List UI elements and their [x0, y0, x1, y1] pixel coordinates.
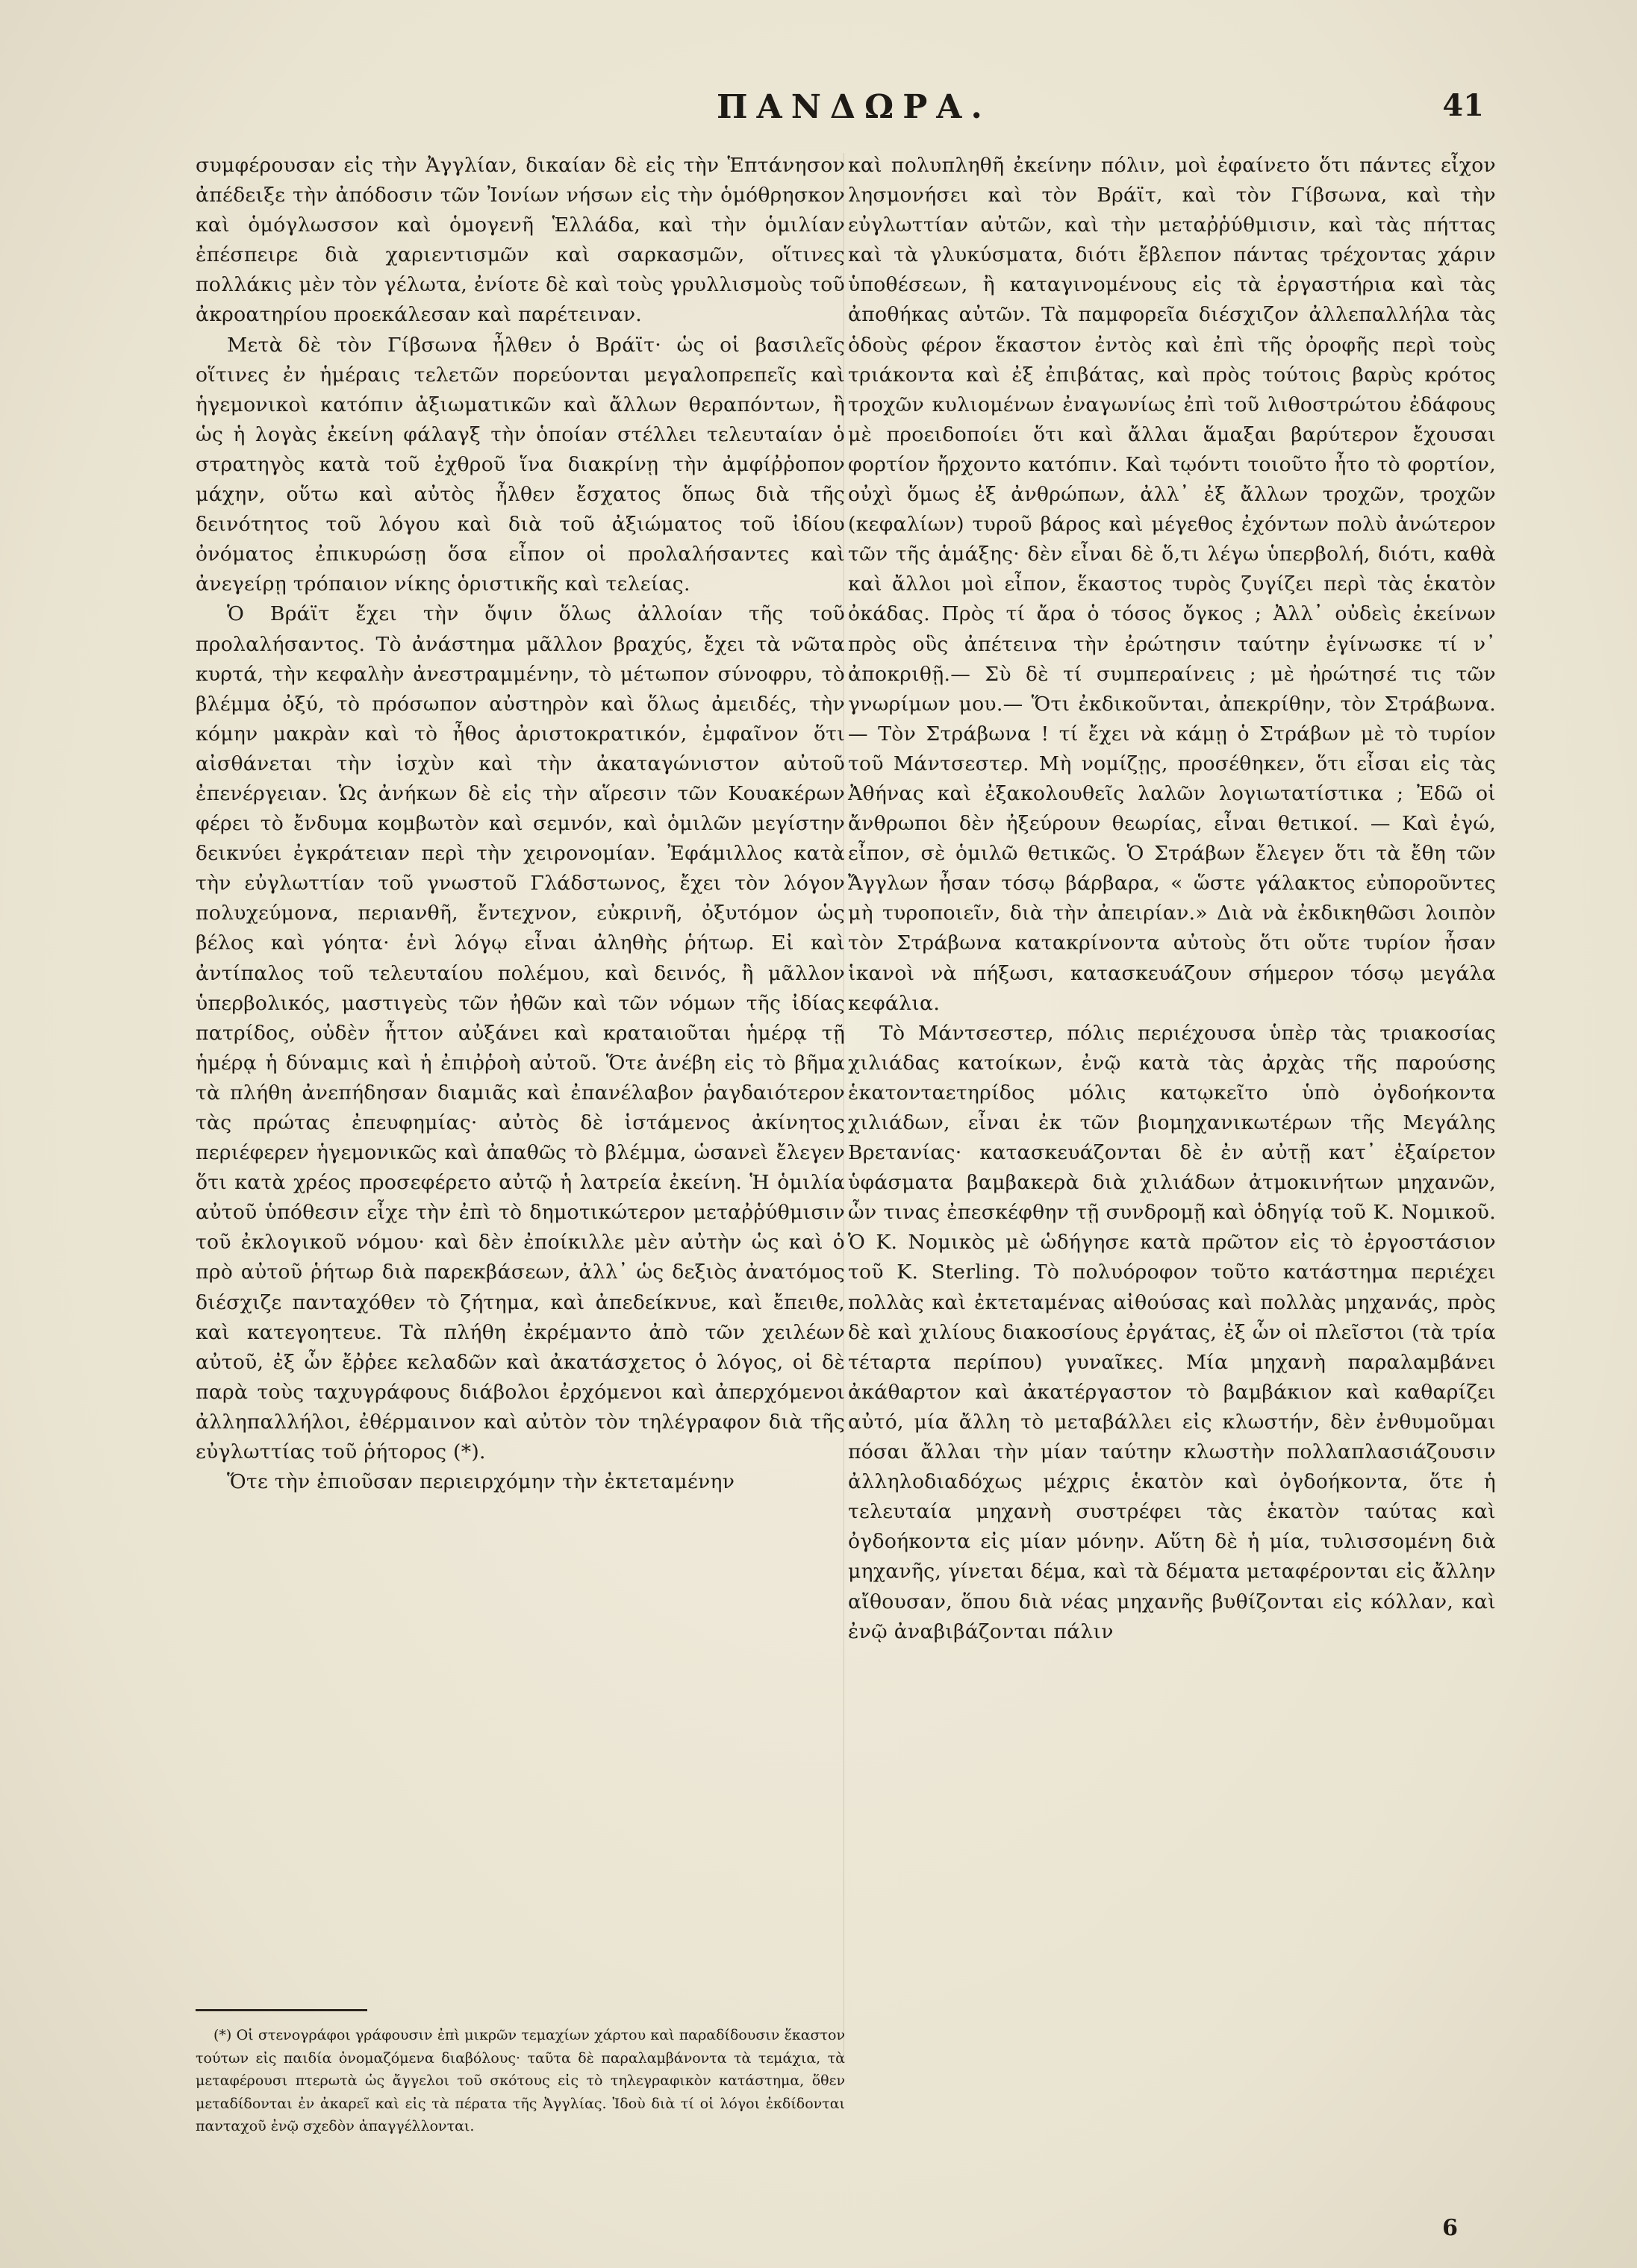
- paragraph: συμφέρουσαν εἰς τὴν Ἀγγλίαν, δικαίαν δὲ εἰς τὴν Ἑπτάνησον ἀπέδειξε τὴν ἀπόδοσιν τῶν Ἰονίων νήσων εἰς τὴν ὁμόθρησκον καὶ ὁμόγλωσσον καὶ ὁμογενῆ Ἑλλάδα, καὶ τὴν ὁμιλίαν ἐπέσπειρε διὰ χαριεντισμῶν καὶ σαρκασμῶν, οἵτινες πολλάκις μὲν τὸν γέλωτα, ἐνίοτε δὲ καὶ τοὺς γρυλλισμοὺς τοῦ ἀκροατηρίου προεκάλεσαν καὶ παρέτειναν.: [196, 154, 845, 327]
- signature-mark: 6: [1442, 2215, 1458, 2241]
- paragraph: Ὁ Βράϊτ ἔχει τὴν ὄψιν ὅλως ἀλλοίαν τῆς τοῦ προλαλήσαντος. Τὸ ἀνάστημα μᾶλλον βραχύς, ἔχει τὰ νῶτα κυρτά, τὴν κεφαλὴν ἀνεστραμμένην, τὸ μέτωπον σύνοφρυ, τὸ βλέμμα ὀξύ, τὸ πρόσωπον αὐστηρὸν καὶ ὅλως ἀμειδές, τὴν κόμην μακρὰν καὶ τὸ ἦθος ἀριστοκρατικόν, ἐμφαῖνον ὅτι αἰσθάνεται τὴν ἰσχὺν καὶ τὴν ἀκαταγώνιστον αὐτοῦ ἐπενέργειαν. Ὡς ἀνήκων δὲ εἰς τὴν αἵρεσιν τῶν Κουακέρων φέρει τὸ ἔνδυμα κομβωτὸν καὶ σεμνόν, καὶ ὁμιλῶν μεγίστην δεικνύει ἐγκράτειαν περὶ τὴν χειρονομίαν. Ἐφάμιλλος κατὰ τὴν εὐγλωττίαν τοῦ γνωστοῦ Γλάδστωνος, ἔχει τὸν λόγον πολυχεύμονα, περιανθῆ, ἔντεχνον, εὐκρινῆ, ὀξυτόμον ὡς βέλος καὶ γόητα· ἑνὶ λόγῳ εἶναι ἀληθὴς ῥήτωρ. Εἰ καὶ ἀντίπαλος τοῦ τελευταίου πολέμου, καὶ δεινός, ἢ μᾶλλον ὑπερβολικός, μαστιγεὺς τῶν ἠθῶν καὶ τῶν νόμων τῆς ἰδίας πατρίδος, οὐδὲν ἧττον αὐξάνει καὶ κραταιοῦται ἡμέρᾳ τῇ ἡμέρᾳ ἡ δύναμις καὶ ἡ ἐπιῤῥοὴ αὐτοῦ. Ὅτε ἀνέβη εἰς τὸ βῆμα τὰ πλήθη ἀνεπήδησαν διαμιᾶς καὶ ἐπανέλαβον ῥαγδαιότερον τὰς πρώτας ἐπευφημίας· αὐτὸς δὲ ἱστάμενος ἀκίνητος περιέφερεν ἡγεμονικῶς καὶ ἀπαθῶς τὸ βλέμμα, ὡσανεὶ ἔλεγεν ὅτι κατὰ χρέος προσεφέρετο αὐτῷ ἡ λατρεία ἐκείνη. Ἡ ὁμιλία αὐτοῦ ὑπόθεσιν εἶχε τὴν ἐπὶ τὸ δημοτικώτερον μεταῤῥύθμισιν τοῦ ἐκλογικοῦ νόμου· καὶ δὲν ἐποίκιλλε μὲν αὐτὴν ὡς καὶ ὁ πρὸ αὐτοῦ ῥήτωρ διὰ παρεκβάσεων, ἀλλ᾽ ὡς δεξιὸς ἀνατόμος διέσχιζε πανταχόθεν τὸ ζήτημα, καὶ ἀπεδείκνυε, καὶ ἔπειθε, καὶ κατεγοητευε. Τὰ πλήθη ἐκρέμαντο ἀπὸ τῶν χειλέων αὐτοῦ, ἐξ ὧν ἔῤῥεε κελαδῶν καὶ ἀκατάσχετος ὁ λόγος, οἱ δὲ παρὰ τοὺς ταχυγράφους διάβολοι ἐρχόμενοι καὶ ἀπερχόμενοι ἀλληπαλλήλοι, ἐθέρμαινον καὶ αὐτὸν τὸν τηλέγραφον διὰ τῆς εὐγλωττίας τοῦ ῥήτορος (*).: [196, 602, 845, 1464]
- paragraph: Ὅτε τὴν ἐπιοῦσαν περιειρχόμην τὴν ἐκτεταμένην: [227, 1470, 735, 1494]
- left-column: [196, 151, 845, 1497]
- page-header: [0, 88, 1637, 133]
- right-column: [848, 151, 1496, 1647]
- running-title: ΠΑΝΔΩΡΑ.: [717, 88, 991, 126]
- footnote: [196, 2024, 845, 2138]
- paragraph: Τὸ Μάντσεστερ, πόλις περιέχουσα ὑπὲρ τὰς τριακοσίας χιλιάδας κατοίκων, ἐνῷ κατὰ τὰς ἀρχὰς τῆς παρούσης ἑκατονταετηρίδος μόλις κατῳκεῖτο ὑπὸ ὀγδοήκοντα χιλιάδων, εἶναι ἐκ τῶν βιομηχανικωτέρων τῆς Μεγάλης Βρετανίας· κατασκευάζονται δὲ ἐν αὐτῇ κατ᾽ ἐξαίρετον ὑφάσματα βαμβακερὰ διὰ χιλιάδων ἀτμοκινήτων μηχανῶν, ὧν τινας ἐπεσκέφθην τῇ συνδρομῇ καὶ ὁδηγίᾳ τοῦ Κ. Νομικοῦ. Ὁ Κ. Νομικὸς μὲ ὡδήγησε κατὰ πρῶτον εἰς τὸ ἐργοστάσιον τοῦ Κ. Sterling. Τὸ πολυόροφον τοῦτο κατάστημα περιέχει πολλὰς καὶ ἐκτεταμένας αἰθούσας καὶ πολλὰς μηχανάς, πρὸς δὲ καὶ χιλίους διακοσίους ἐργάτας, ἐξ ὧν οἱ πλεῖστοι (τὰ τρία τέταρτα περίπου) γυναῖκες. Μία μηχανὴ παραλαμβάνει ἀκάθαρτον καὶ ἀκατέργαστον τὸ βαμβάκιον καὶ καθαρίζει αὐτό, μία ἄλλη τὸ μεταβάλλει εἰς κλωστήν, δὲν ἐνθυμοῦμαι πόσαι ἄλλαι τὴν μίαν ταύτην κλωστὴν πολλαπλασιάζουσιν ἀλληλοδιαδόχως μέχρις ἑκατὸν καὶ ὀγδοήκοντα, ὅτε ἡ τελευταία μηχανὴ συστρέφει τὰς ἑκατὸν ταύτας καὶ ὀγδοήκοντα εἰς μίαν μόνην. Αὕτη δὲ ἡ μία, τυλισσομένη διὰ μηχανῆς, γίνεται δέμα, καὶ τὰ δέματα μεταφέρονται εἰς ἄλλην αἴθουσαν, ὅπου διὰ νέας μηχανῆς βυθίζονται εἰς κόλλαν, καὶ ἐνῷ ἀναβιβάζονται πάλιν: [848, 1021, 1496, 1643]
- footnote-text: (*) Οἱ στενογράφοι γράφουσιν ἐπὶ μικρῶν τεμαχίων χάρτου καὶ παραδίδουσιν ἕκαστον τούτων εἰς παιδία ὀνομαζόμενα διαβόλους· ταῦτα δὲ παραλαμβάνοντα τὰ τεμάχια, τὰ μεταφέρουσι πτερωτὰ ὡς ἄγγελοι τοῦ σκότους εἰς τὸ τηλεγραφικὸν κατάστημα, ὅθεν μεταδίδονται ἐν ἀκαρεῖ καὶ εἰς τὰ πέρατα τῆς Ἀγγλίας. Ἰδοὺ διὰ τί οἱ λόγοι ἐκδίδονται πανταχοῦ ἐνῷ σχεδὸν ἀπαγγέλλονται.: [196, 2027, 845, 2134]
- footnote-rule: [196, 2009, 367, 2011]
- paragraph: Μετὰ δὲ τὸν Γίβσωνα ἦλθεν ὁ Βράϊτ· ὡς οἱ βασιλεῖς οἵτινες ἐν ἡμέραις τελετῶν πορεύονται μεγαλοπρεπεῖς καὶ ἡγεμονικοὶ κατόπιν ἀξιωματικῶν καὶ ἄλλων θεραπόντων, ἢ ὡς ἡ λογὰς ἐκείνη φάλαγξ τὴν ὁποίαν στέλλει τελευταίαν ὁ στρατηγὸς κατὰ τοῦ ἐχθροῦ ἵνα διακρίνῃ τὴν ἀμφίῤῥοπον μάχην, οὕτω καὶ αὐτὸς ἦλθεν ἔσχατος ὅπως διὰ τῆς δεινότητος τοῦ λόγου καὶ διὰ τοῦ ἀξιώματος τοῦ ἰδίου ὀνόματος ἐπικυρώσῃ ὅσα εἶπον οἱ προλαλήσαντες καὶ ἀνεγείρῃ τρόπαιον νίκης ὁριστικῆς καὶ τελείας.: [196, 333, 845, 596]
- page-number: 41: [1442, 88, 1484, 123]
- paragraph: καὶ πολυπληθῆ ἐκείνην πόλιν, μοὶ ἐφαίνετο ὅτι πάντες εἶχον λησμονήσει καὶ τὸν Βράϊτ, καὶ τὸν Γίβσωνα, καὶ τὴν εὐγλωττίαν αὐτῶν, καὶ τὴν μεταῤῥύθμισιν, καὶ τὰς πήττας καὶ τὰ γλυκύσματα, διότι ἔβλεπον πάντας τρέχοντας χάριν ὑποθέσεων, ἢ καταγινομένους εἰς τὰ ἐργαστήρια καὶ τὰς ἀποθήκας αὐτῶν. Τὰ παμφορεῖα διέσχιζον ἀλλεπαλλήλα τὰς ὁδοὺς φέρον ἕκαστον ἐντὸς καὶ ἐπὶ τῆς ὀροφῆς περὶ τοὺς τριάκοντα καὶ ἐξ ἐπιβάτας, καὶ πρὸς τούτοις βαρὺς κρότος τροχῶν κυλιομένων ἐναγωνίως ἐπὶ τοῦ λιθοστρώτου ἐδάφους μὲ προειδοποίει ὅτι καὶ ἄλλαι ἅμαξαι βαρύτερον ἔχουσαι φορτίον ἤρχοντο κατόπιν. Καὶ τῳόντι τοιοῦτο ἦτο τὸ φορτίον, οὐχὶ ὅμως ἐξ ἀνθρώπων, ἀλλ᾽ ἐξ ἄλλων τροχῶν, τροχῶν (κεφαλίων) τυροῦ βάρος καὶ μέγεθος ἐχόντων πολὺ ἀνώτερον τῶν τῆς ἁμάξης· δὲν εἶναι δὲ ὅ,τι λέγω ὑπερβολή, διότι, καθὰ καὶ ἄλλοι μοὶ εἶπον, ἕκαστος τυρὸς ζυγίζει περὶ τὰς ἑκατὸν ὀκάδας. Πρὸς τί ἄρα ὁ τόσος ὄγκος ; Ἀλλ᾽ οὐδεὶς ἐκείνων πρὸς οὓς ἀπέτεινα τὴν ἐρώτησιν ταύτην ἐγίνωσκε τί ν᾽ ἀποκριθῇ.— Σὺ δὲ τί συμπεραίνεις ; μὲ ἠρώτησέ τις τῶν γνωρίμων μου.— Ὅτι ἐκδικοῦνται, ἀπεκρίθην, τὸν Στράβωνα. — Τὸν Στράβωνα ! τί ἔχει νὰ κάμῃ ὁ Στράβων μὲ τὸ τυρίον τοῦ Μάντσεστερ. Μὴ νομίζῃς, προσέθηκεν, ὅτι εἶσαι εἰς τὰς Ἀθήνας καὶ ἐξακολουθεῖς λαλῶν λογιωτατίστικα ; Ἐδῶ οἱ ἄνθρωποι δὲν ἠξεύρουν θεωρίας, εἶναι θετικοί. — Καὶ ἐγώ, εἶπον, σὲ ὁμιλῶ θετικῶς. Ὁ Στράβων ἔλεγεν ὅτι τὰ ἔθη τῶν Ἄγγλων ἦσαν τόσῳ βάρβαρα, « ὥστε γάλακτος εὐποροῦντες μὴ τυροποιεῖν, διὰ τὴν ἀπειρίαν.» Διὰ νὰ ἐκδικηθῶσι λοιπὸν τὸν Στράβωνα κατακρίνοντα αὐτοὺς ὅτι οὔτε τυρίον ἦσαν ἱκανοὶ νὰ πήξωσι, κατασκευάζουν σήμερον τόσῳ μεγάλα κεφάλια.: [848, 154, 1496, 1015]
